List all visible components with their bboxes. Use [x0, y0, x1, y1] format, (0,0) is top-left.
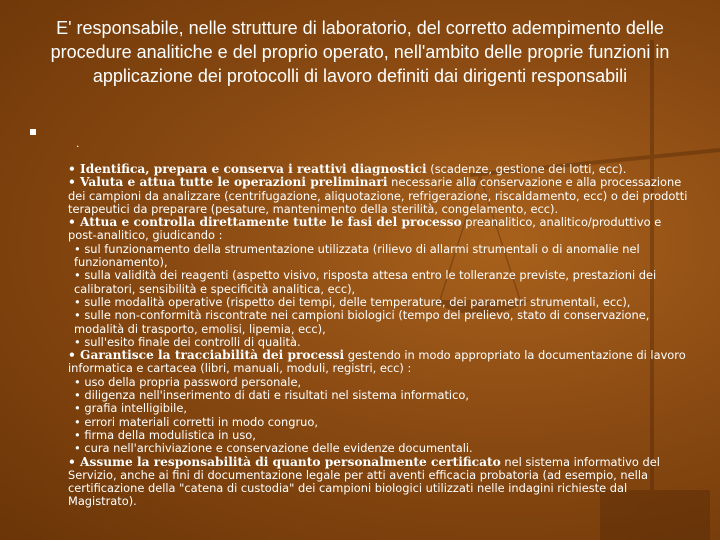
- list-item: [68, 336, 690, 349]
- list-item-text: gestendo in modo appropriato la documentazione di lavoro informatica e cartacea (libri, manuali, moduli, registri, ecc) :: [68, 348, 686, 376]
- list-item-text: • firma della modulistica in uso,: [74, 427, 256, 442]
- list-item: [68, 389, 690, 402]
- list-item: [68, 243, 690, 270]
- list-item-text: • uso della propria password personale,: [74, 374, 302, 389]
- list-item: [68, 402, 690, 415]
- body-text: [68, 163, 690, 509]
- list-item: [68, 163, 690, 176]
- bullet-dot: .: [76, 136, 80, 150]
- list-item-heading: • Assume la responsabilità di quanto personalmente certificato: [68, 454, 501, 469]
- list-item: [68, 216, 690, 243]
- list-item-text: nel sistema informativo del Servizio, anche ai fini di documentazione legale per atti aventi efficacia probatoria (ad esempio, nella certificazione della "catena di custodia" dei campioni biologici utilizzati nelle indagini richieste dal Magistrato).: [68, 454, 660, 509]
- list-item-text: • sul funzionamento della strumentazione utilizzata (rilievo di allarmi strumentali o di anomalie nel funzionamento),: [74, 241, 640, 270]
- list-item-text: (scadenze, gestione dei lotti, ecc).: [426, 162, 627, 176]
- list-item-text: • sulle non-conformità riscontrate nei campioni biologici (tempo del prelievo, stato di conservazione, modalità di trasporto, emolisi, lipemia, ecc),: [74, 308, 650, 336]
- slide-title: E' responsabile, nelle strutture di laboratorio, del corretto adempimento delle procedure analitiche e del proprio operato, nell'ambito delle proprie funzioni in applicazione dei protocolli di lavoro definiti dai dirigenti responsabili: [50, 18, 670, 86]
- list-item-text: preanalitico, analitico/produttivo e post-analitico, giudicando :: [68, 215, 662, 243]
- list-item-text: • sull'esito finale dei controlli di qualità.: [74, 334, 301, 349]
- list-item-text: • cura nell'archiviazione e conservazione delle evidenze documentali.: [74, 441, 473, 456]
- list-item-text: • grafia intelligibile,: [74, 401, 187, 416]
- list-item: [68, 456, 690, 509]
- list-item-heading: • Identifica, prepara e conserva i reattivi diagnostici: [68, 162, 427, 176]
- list-item: [68, 429, 690, 442]
- list-item: [68, 309, 690, 336]
- list-item-heading: • Attua e controlla direttamente tutte le fasi del processo: [68, 215, 462, 230]
- list-item: [68, 349, 690, 376]
- bullet-marker: [30, 129, 36, 135]
- list-item: [68, 376, 690, 389]
- list-item-text: necessarie alla conservazione e alla processazione dei campioni da analizzare (centrifugazione, aliquotazione, refrigerazione, riscaldamento, ecc) o dei prodotti terapeutici da preparare (pesature, mantenimento della sterilità, congelamento, ecc).: [68, 175, 688, 216]
- list-item-heading: • Valuta e attua tutte le operazioni preliminari: [68, 175, 388, 190]
- list-item: [68, 442, 690, 455]
- list-item-text: • errori materiali corretti in modo congruo,: [74, 414, 318, 429]
- list-item-text: • diligenza nell'inserimento di dati e risultati nel sistema informatico,: [74, 388, 469, 403]
- list-item: [68, 269, 690, 296]
- list-item: [68, 296, 690, 309]
- list-item-text: • sulla validità dei reagenti (aspetto visivo, risposta attesa entro le tolleranze previste, prestazioni dei calibratori, sensibilità e specificità analitica, ecc),: [74, 268, 657, 296]
- list-item-heading: • Garantisce la tracciabilità dei processi: [68, 348, 345, 363]
- list-item: [68, 176, 690, 216]
- list-item-text: • sulle modalità operative (rispetto dei tempi, delle temperature, dei parametri strumentali, ecc),: [74, 294, 631, 309]
- list-item: [68, 416, 690, 429]
